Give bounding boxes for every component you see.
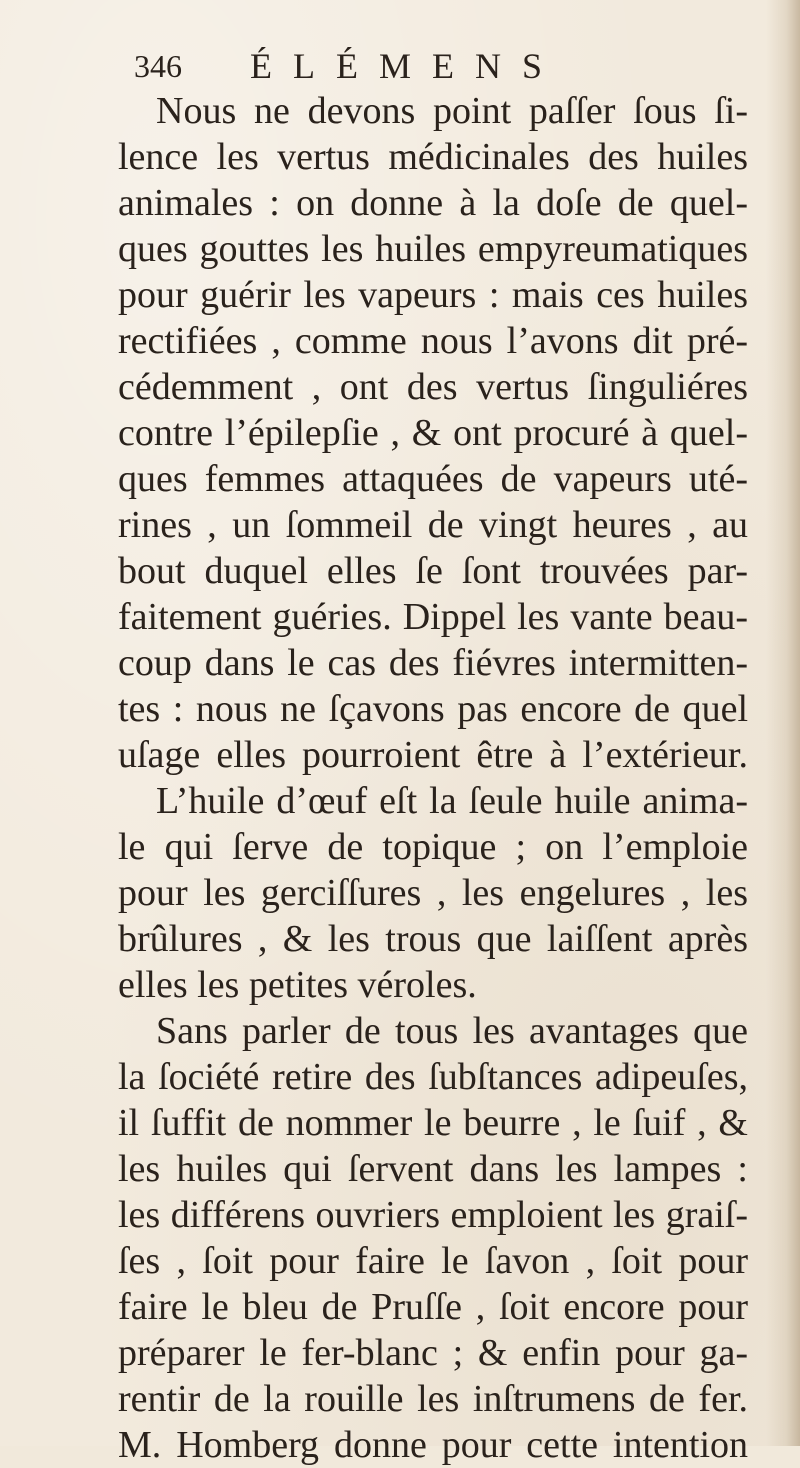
- text-line: L’huile d’œuf eſt la ſeule huile anima-: [156, 780, 748, 822]
- text-line: M. Homberg donne pour cette intention: [118, 1424, 748, 1466]
- text-line: elles les petites véroles.: [118, 964, 477, 1006]
- text-line: bout duquel elles ſe ſont trouvées par-: [118, 550, 748, 592]
- text-line: faitement guéries. Dippel les vante beau-: [118, 596, 748, 638]
- text-line: les huiles qui ſervent dans les lampes :: [118, 1148, 748, 1190]
- text-line: uſage elles pourroient être à l’extérieur.: [118, 734, 748, 776]
- text-line: pour les gerciſſures , les engelures , les: [118, 872, 748, 914]
- text-line: cédemment , ont des vertus ſinguliéres: [118, 366, 748, 408]
- text-line: animales : on donne à la doſe de quel-: [118, 182, 748, 224]
- text-line: rines , un ſommeil de vingt heures , au: [118, 504, 748, 546]
- page-number: 346: [134, 48, 182, 84]
- running-title: ÉLÉMENS: [250, 46, 563, 86]
- text-line: rectifiées , comme nous l’avons dit pré-: [118, 320, 748, 362]
- text-line: ques femmes attaquées de vapeurs uté-: [118, 458, 748, 500]
- text-line: faire le bleu de Pruſſe , ſoit encore pour: [118, 1286, 748, 1328]
- text-line: tes : nous ne ſçavons pas encore de quel: [118, 688, 748, 730]
- text-line: Nous ne devons point paſſer ſous ſi-: [156, 90, 748, 132]
- text-line: il ſuffit de nommer le beurre , le ſuif , &: [118, 1102, 748, 1144]
- text-line: le qui ſerve de topique ; on l’emploie: [118, 826, 748, 868]
- text-line: rentir de la rouille les inſtrumens de fer.: [118, 1378, 748, 1420]
- body-text: [118, 88, 748, 1468]
- text-line: coup dans le cas des fiévres intermitten-: [118, 642, 748, 684]
- text-line: Sans parler de tous les avantages que: [156, 1010, 748, 1052]
- text-line: la ſociété retire des ſubſtances adipeuſes,: [118, 1056, 748, 1098]
- text-line: les différens ouvriers emploient les graiſ-: [118, 1194, 748, 1236]
- page-edge-shadow: [766, 0, 800, 1446]
- running-head: [134, 44, 654, 88]
- text-line: brûlures , & les trous que laiſſent après: [118, 918, 748, 960]
- text-line: pour guérir les vapeurs : mais ces huiles: [118, 274, 748, 316]
- text-line: ques gouttes les huiles empyreumatiques: [118, 228, 748, 270]
- text-line: lence les vertus médicinales des huiles: [118, 136, 748, 178]
- text-line: contre l’épilepſie , & ont procuré à quel-: [118, 412, 748, 454]
- text-line: ſes , ſoit pour faire le ſavon , ſoit pour: [118, 1240, 748, 1282]
- text-line: préparer le fer-blanc ; & enfin pour ga-: [118, 1332, 748, 1374]
